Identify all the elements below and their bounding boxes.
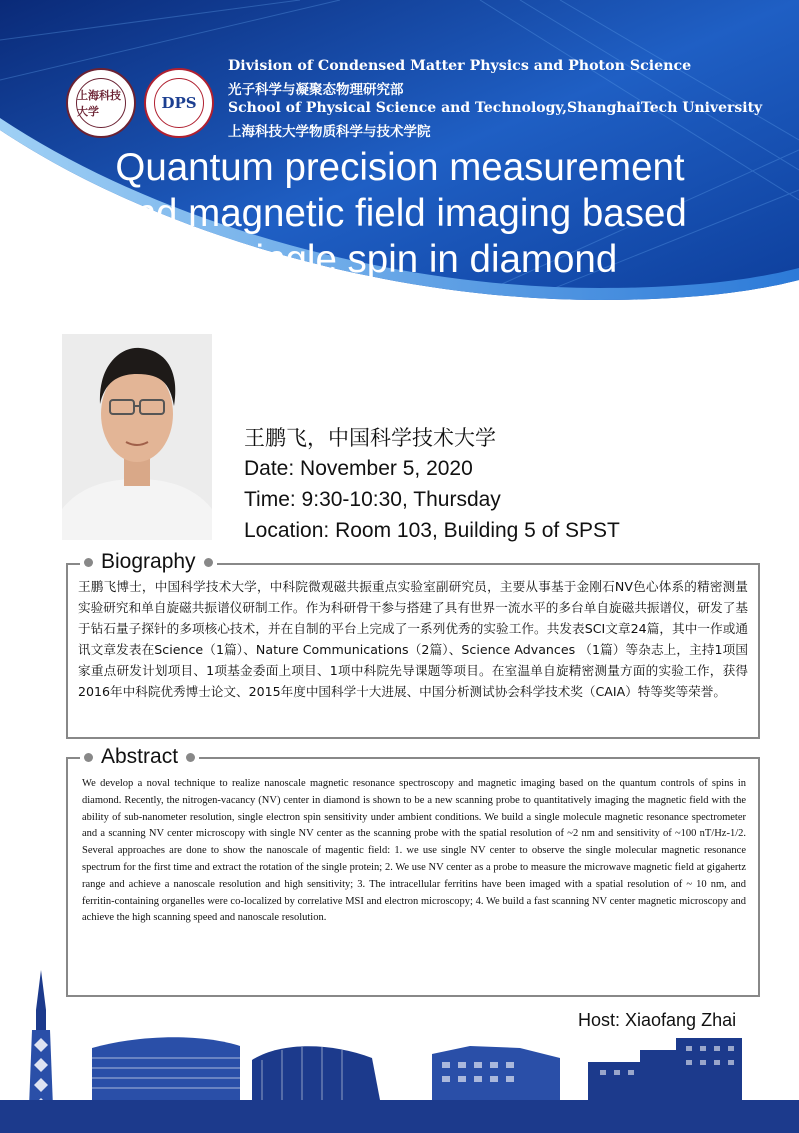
shanghaitech-logo-text: 上海科技大学 — [76, 78, 126, 128]
campus-skyline-illustration — [0, 950, 799, 1133]
bullet-dot-icon — [204, 558, 213, 567]
abstract-title: Abstract — [101, 745, 179, 768]
dps-logo-text: DPS — [154, 78, 204, 128]
shanghaitech-logo — [66, 68, 136, 138]
biography-text: 王鹏飞博士，中国科学技术大学，中科院微观磁共振重点实验室副研究员，主要从事基于金刚石NV色心体系的精密测量实验研究和单自旋磁共振谱仪研制工作。作为科研骨干参与搭建了具有世界一流水平的多台单自旋磁共振谱仪，研发了基于钻石量子探针的多项核心技术，并在自制的平台上完成了一系列优秀的实验工作。共发表SCI文章24篇，其中一作或通讯文章发表在Science（1篇）、Nature Communications（2篇）、Science Advances （1篇）等杂志上，主持1项国家重点研发计划项目、1项基金委面上项目、1项中科院先导课题等项目。在室温单自旋精密测量方面的实验工作，获得2016年中科院优秀博士论文、2015年度中国科学十大进展、中国分析测试协会科学技术奖（CAIA）特等奖等荣誉。 — [78, 579, 748, 699]
abstract-text: We develop a noval technique to realize nanoscale magnetic resonance spectroscopy and magnetic imaging based on the quantum controls of spins in diamond. Recently, the nitrogen-vacancy (NV) center in diamond is shown to be a new scanning probe to quantitatively imaging the magnetic field with the ability of sub-nanometer resolution, single electron spin sensitivity under ambient conditions. We build a single molecule magnetic resonance spectrometer and a scanning NV center microscopy with single NV center as the scanning probe with the spatial resolution of ~2 nm and sensitivity of ~100 nT/Hz-1/2. Several approaches are done to show the nanoscale of magentic field: 1. we use single NV center to observe the single molecular magnetic resonance spectrum for the first time and extract the rotation of the single protein; 2. We use NV center as a probe to measure the microwave magnetic field at gigahertz range and achieve a nanoscale resolution and high sensitivity; 3. The intracellular ferritins have been imaged with a spatial resolution of ~ 10 nm, and ferritin-containing organelles were co-localized by correlative MSI and electron microscopy; 4. We build a fast scanning NV center magnetic microscopy and achieve the high scanning speed and nanoscale resolution. — [82, 778, 746, 924]
org-line-school-en: School of Physical Science and Technology,ShanghaiTech University — [228, 100, 763, 116]
dps-logo — [144, 68, 214, 138]
biography-title: Biography — [101, 550, 196, 573]
title-line-3: on single spin in diamond — [182, 238, 618, 281]
abstract-heading — [80, 745, 199, 769]
org-line-division-en: Division of Condensed Matter Physics and Photon Science — [228, 58, 692, 74]
host-name: Host: Xiaofang Zhai — [578, 1010, 737, 1030]
talk-location: Location: Room 103, Building 5 of SPST — [244, 519, 620, 542]
title-line-1: Quantum precision measurement — [115, 146, 685, 189]
header-banner — [0, 0, 799, 340]
talk-date: Date: November 5, 2020 — [244, 457, 473, 480]
bullet-dot-icon — [84, 753, 93, 762]
org-line-school-cn: 上海科技大学物质科学与技术学院 — [228, 124, 431, 140]
biography-heading — [80, 550, 217, 574]
talk-title — [60, 145, 740, 283]
org-line-division-cn: 光子科学与凝聚态物理研究部 — [228, 82, 404, 98]
speaker-name: 王鹏飞，中国科学技术大学 — [244, 426, 496, 450]
speaker-photo — [62, 334, 212, 540]
speaker-portrait-icon — [62, 334, 212, 540]
title-line-2: and magnetic field imaging based — [113, 192, 687, 235]
talk-time: Time: 9:30-10:30, Thursday — [244, 488, 501, 511]
bullet-dot-icon — [186, 753, 195, 762]
bullet-dot-icon — [84, 558, 93, 567]
